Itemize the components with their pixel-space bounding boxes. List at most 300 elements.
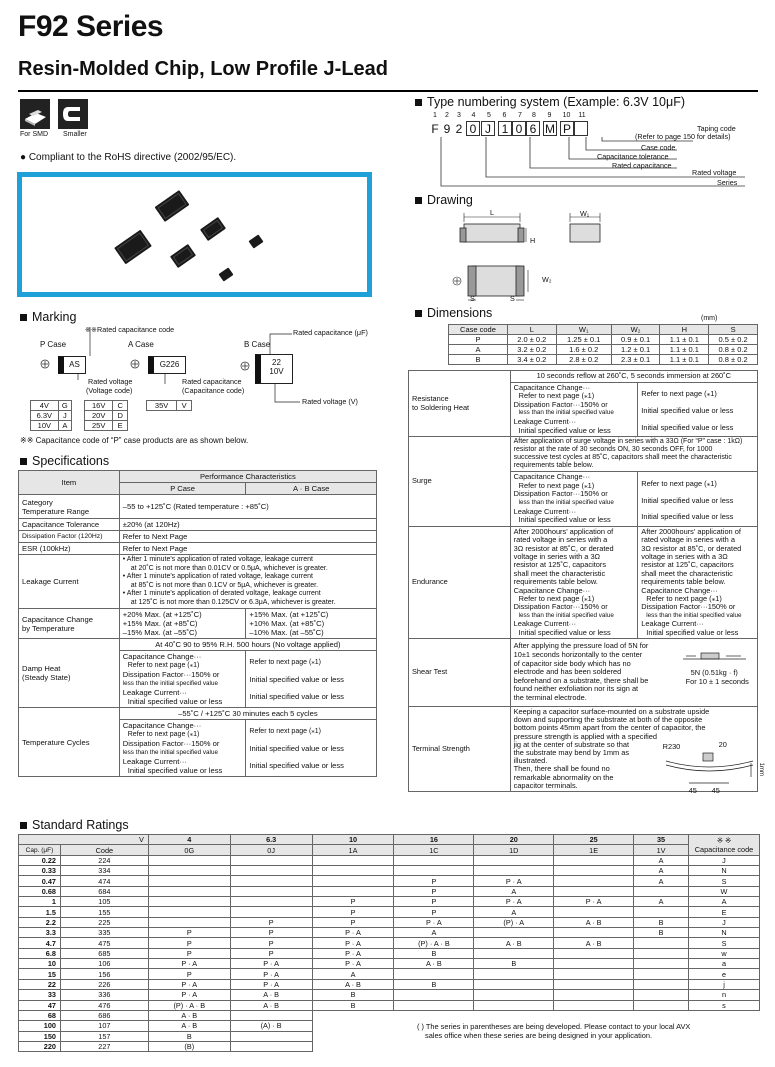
- ratings-cell: W: [689, 886, 760, 896]
- perf-line: capacitor terminals.: [513, 780, 578, 790]
- dim-cell: 0.8 ± 0.2: [709, 345, 758, 355]
- marking-title: Marking: [32, 310, 77, 324]
- label-cap-tolerance: Capacitance tolerance: [597, 152, 669, 161]
- chip-image: [219, 267, 234, 281]
- p-case-label: P Case: [40, 340, 67, 349]
- ratings-cell: n: [689, 990, 760, 1000]
- vcode-cell: 35V: [147, 401, 177, 411]
- specifications-title: Specifications: [32, 454, 110, 468]
- type-char: P: [560, 121, 574, 136]
- product-photo: [17, 172, 372, 297]
- spec-header-perf: Performance Characteristics: [119, 471, 376, 483]
- perf-line: resistor at 125˚C, capacitors: [513, 560, 607, 570]
- type-lines: [425, 137, 765, 189]
- dimensions-table: [448, 324, 758, 365]
- dim-cell: 1.1 ± 0.1: [660, 335, 709, 345]
- spec-line: Leakage Current···: [122, 688, 187, 697]
- label-rated-cap: Rated capacitance: [612, 161, 672, 170]
- table-row: [19, 866, 760, 876]
- ratings-cap-cell: 33: [19, 990, 61, 1000]
- chip-image: [249, 234, 264, 248]
- ratings-cap-cell: 100: [19, 1021, 61, 1031]
- chip-image: [114, 230, 152, 265]
- spec-item-df: Dissipation Factor (120Hz): [19, 531, 120, 543]
- ratings-cell: P · A: [148, 990, 230, 1000]
- ratings-cell: [554, 866, 634, 876]
- perf-rs-ab: [638, 382, 758, 437]
- dim-header: Case code: [449, 325, 508, 335]
- ratings-cell: [230, 1010, 312, 1020]
- dim-cell: 3.4 ± 0.2: [507, 355, 556, 365]
- ratings-cell: (P) · A: [474, 917, 554, 927]
- perf-line: electrode and has been soldered: [513, 667, 622, 677]
- ratings-code-cell: 224: [60, 855, 148, 865]
- perf-line: less than the initial specified value: [518, 409, 614, 417]
- ratings-vcode: 1A: [312, 845, 394, 855]
- ratings-cell: [230, 886, 312, 896]
- perf-rs-p: [510, 382, 638, 437]
- ratings-cell: J: [689, 917, 760, 927]
- spec-line: Refer to next page (⁎1): [127, 731, 200, 738]
- table-row: [19, 886, 760, 896]
- perf-line: Refer to next page (⁎1): [641, 389, 717, 399]
- ratings-cell: A: [634, 897, 689, 907]
- vcode-cell: G: [58, 401, 71, 411]
- table-row: [19, 969, 760, 979]
- spec-value: –55 to +125˚C (Rated temperature : +85˚C): [119, 495, 376, 519]
- a-case-label: A Case: [128, 340, 154, 349]
- spec-item-damp-heat: [19, 639, 120, 708]
- perf-line: the substrate may bend by 1mm as: [513, 748, 630, 758]
- perf-line: rated voltage in series with a: [641, 535, 735, 545]
- ratings-cell: e: [689, 969, 760, 979]
- perf-line: Leakage Current···: [641, 619, 704, 629]
- spec-line: less than the initial specified value: [122, 680, 218, 687]
- spec-line: Initial specified value or less: [249, 743, 344, 753]
- perf-item-surge: Surge: [409, 437, 511, 527]
- spec-item-category: [19, 495, 120, 519]
- ratings-cell: A: [634, 876, 689, 886]
- ratings-code-cell: 334: [60, 866, 148, 876]
- perf-line: down and supporting the substrate at both of the opposite: [513, 715, 703, 725]
- ratings-cell: (B): [148, 1041, 230, 1051]
- ratings-cell: [474, 1000, 554, 1010]
- perf-line: successive test cycles at 85˚C, capacitors shall meet the characteristic: [513, 454, 732, 462]
- ratings-cap-cell: 0.47: [19, 876, 61, 886]
- digit: 3: [457, 112, 461, 119]
- perf-line: 10±1 seconds horizontally to the center: [513, 650, 643, 660]
- specifications-heading: [20, 454, 109, 468]
- ratings-cell: A: [474, 907, 554, 917]
- ratings-cc-label: Capacitance code: [694, 844, 754, 854]
- perf-line: beforehand on a substrate, there shall be: [513, 675, 649, 685]
- digit: 8: [532, 112, 536, 119]
- dimensions-heading: [415, 306, 492, 320]
- perf-line: less than the initial specified value: [518, 498, 614, 506]
- ratings-cell: P: [312, 907, 394, 917]
- ratings-cell: P · A: [148, 979, 230, 989]
- ratings-cell: [474, 855, 554, 865]
- ratings-cell: [634, 938, 689, 948]
- spec-line: • After 1 minute's application of rated voltage, leakage current: [122, 556, 313, 563]
- spec-dh-ab: [246, 651, 377, 708]
- ratings-cell: P · A: [230, 959, 312, 969]
- ratings-cell: [634, 948, 689, 958]
- ratings-cell: [148, 866, 230, 876]
- vcode-cell: V: [177, 401, 192, 411]
- ratings-cell: [634, 959, 689, 969]
- rated-voltage-v-label: Rated voltage (V): [302, 397, 358, 406]
- spec-line: Refer to next page (⁎1): [127, 662, 200, 669]
- voltage-code-table-1: [30, 400, 72, 431]
- ratings-cell: S: [689, 876, 760, 886]
- dim-header: H: [660, 325, 709, 335]
- terminal-fig-label: R230: [662, 742, 681, 751]
- table-row: [19, 855, 760, 865]
- type-char: 0: [466, 121, 480, 136]
- spec-line: –15% Max. (at –55˚C): [122, 628, 198, 637]
- perf-shear-value: [510, 639, 757, 707]
- ratings-cell: [474, 948, 554, 958]
- type-char: 0: [512, 121, 526, 136]
- perf-line: Refer to next page (⁎1): [518, 391, 595, 401]
- label-taping-code: Taping code: [697, 124, 736, 133]
- ratings-cell: [554, 876, 634, 886]
- dim-cell: 2.3 ± 0.1: [611, 355, 660, 365]
- marking-lines: [30, 322, 330, 412]
- perf-line: After applying the pressure load of 5N for: [513, 641, 649, 651]
- spec-line: at 85˚C is not more than 0.1CV or 5μA, whichever is greater.: [130, 581, 319, 589]
- perf-line: bottom points 45mm apart from the center of capacitor, the: [513, 723, 706, 733]
- spec-cc-p: [119, 609, 246, 639]
- spec-line: • After 1 minute's application of derated voltage, leakage current: [122, 590, 321, 597]
- ratings-cell: [394, 990, 474, 1000]
- spec-value: ±20% (at 120Hz): [119, 519, 376, 531]
- shear-fig-label: 5N (0.51kg · f): [690, 668, 738, 677]
- ratings-cell: A · B: [394, 959, 474, 969]
- spec-label: Temperature Range: [22, 506, 90, 516]
- terminal-fig-label: 1mm: [757, 762, 764, 776]
- perf-line: pressure strength is applied with a specified: [513, 731, 657, 741]
- ratings-cell: [394, 1000, 474, 1010]
- ratings-empty-cell: [312, 1041, 759, 1051]
- dim-cell: 1.6 ± 0.2: [556, 345, 611, 355]
- spec-line: • After 1 minute's application of rated voltage, leakage current: [122, 573, 313, 580]
- smd-icon: [20, 99, 50, 129]
- dim-cell: 2.8 ± 0.2: [556, 355, 611, 365]
- dim-cell: P: [449, 335, 508, 345]
- rated-cap-uf-label: Rated capacitance (μF): [293, 328, 368, 337]
- ratings-cell: [554, 990, 634, 1000]
- ratings-cell: E: [689, 907, 760, 917]
- chip-image: [155, 190, 190, 222]
- spec-line: less than the initial specified value: [122, 749, 218, 756]
- ratings-table: [18, 834, 760, 1052]
- dim-header: W₂: [611, 325, 660, 335]
- table-row: [19, 990, 760, 1000]
- type-char: M: [545, 122, 555, 136]
- rohs-statement: ● Compliant to the RoHS directive (2002/95/EC).: [20, 152, 237, 163]
- ratings-cell: [312, 855, 394, 865]
- ratings-cell: [554, 979, 634, 989]
- table-row: [19, 1010, 760, 1020]
- dim-cell: 1.1 ± 0.1: [660, 345, 709, 355]
- ratings-cell: P: [312, 897, 394, 907]
- spec-line: Capacitance Change···: [122, 652, 202, 661]
- ratings-code-cell: 227: [60, 1041, 148, 1051]
- ratings-cell: [230, 855, 312, 865]
- spec-item-temp-cycles: Temperature Cycles: [19, 708, 120, 777]
- ratings-code-cell: 335: [60, 928, 148, 938]
- ratings-title: Standard Ratings: [32, 818, 129, 832]
- ratings-cell: A · B: [312, 979, 394, 989]
- smaller-icon: [58, 99, 88, 129]
- ratings-voltage: 4: [148, 835, 230, 845]
- spec-line: +15% Max. (at +85˚C): [122, 619, 198, 628]
- label-rated-voltage: Rated voltage: [692, 168, 737, 177]
- perf-line: Capacitance Change···: [513, 585, 591, 595]
- ratings-vcode: 1E: [554, 845, 634, 855]
- ratings-cell: P: [230, 938, 312, 948]
- ratings-cap-label: Cap. (μF): [19, 845, 61, 855]
- ratings-cell: [554, 886, 634, 896]
- table-row: [19, 1041, 760, 1051]
- perf-line: Refer to next page (⁎1): [518, 480, 595, 490]
- ratings-cell: P · A: [230, 979, 312, 989]
- perf-line: Initial specified value or less: [518, 425, 611, 435]
- dim-cell: 0.8 ± 0.2: [709, 355, 758, 365]
- dimensions-unit: (mm): [701, 315, 718, 322]
- perf-line: Initial specified value or less: [641, 512, 734, 522]
- digit: 10: [562, 112, 571, 119]
- ratings-cc-label: ※ ※: [716, 835, 732, 845]
- perf-label: to Soldering Heat: [412, 402, 470, 412]
- perf-line: Initial specified value or less: [518, 627, 611, 637]
- perf-line: shall meet the characteristic: [641, 568, 733, 578]
- dim-cell: 1.1 ± 0.1: [660, 355, 709, 365]
- ratings-code-cell: 226: [60, 979, 148, 989]
- perf-line: Initial specified value or less: [641, 406, 734, 416]
- voltage-code-table-3: [146, 400, 192, 411]
- ratings-cell: N: [689, 928, 760, 938]
- spec-line: Refer to next page (⁎1): [249, 727, 321, 735]
- perf-end-p: [510, 526, 638, 638]
- perf-line: voltage in series with a 3Ω: [641, 551, 728, 561]
- ratings-note-line: sales office when these series are being designed in your application.: [425, 1031, 653, 1040]
- type-char: 1: [498, 121, 512, 136]
- perf-line: Initial specified value or less: [641, 495, 734, 505]
- ratings-cell: B: [634, 917, 689, 927]
- ratings-cell: [230, 1031, 312, 1041]
- ratings-cell: P: [394, 886, 474, 896]
- shear-fig-label: For 10 ± 1 seconds: [685, 677, 749, 686]
- ratings-cell: w: [689, 948, 760, 958]
- ratings-cell: [634, 979, 689, 989]
- digit: 2: [445, 112, 449, 119]
- ratings-code-label: Code: [60, 845, 148, 855]
- ratings-cell: A · B: [554, 917, 634, 927]
- ratings-cell: A · B: [230, 990, 312, 1000]
- vcode-cell: 20V: [85, 411, 113, 421]
- perf-line: rated voltage in series with a: [513, 535, 608, 545]
- ratings-cell: S: [689, 938, 760, 948]
- ratings-cap-cell: 0.33: [19, 866, 61, 876]
- page-subtitle: Resin-Molded Chip, Low Profile J-Lead: [18, 58, 389, 80]
- ratings-cell: [634, 969, 689, 979]
- ratings-vcode: 0J: [230, 845, 312, 855]
- perf-line: Dissipation Factor···150% or: [513, 489, 608, 499]
- ratings-cell: B: [394, 979, 474, 989]
- ratings-voltage: 35: [634, 835, 689, 845]
- perf-surge-p: [510, 472, 638, 527]
- ratings-cell: j: [689, 979, 760, 989]
- spec-line: Refer to next page (⁎1): [249, 658, 321, 666]
- ratings-cell: [148, 897, 230, 907]
- ratings-code-cell: 685: [60, 948, 148, 958]
- ratings-cell: A · B: [554, 938, 634, 948]
- ratings-cell: A · B: [230, 1000, 312, 1010]
- spec-line: Initial specified value or less: [249, 674, 344, 684]
- dim-cell: 0.5 ± 0.2: [709, 335, 758, 345]
- table-row: [19, 876, 760, 886]
- spec-line: at 20˚C is not more than 0.01CV or 0.5μA, whichever is greater.: [130, 564, 328, 572]
- ratings-cell: [554, 948, 634, 958]
- ratings-cell: [230, 897, 312, 907]
- terminal-fig-label: 45: [711, 786, 720, 795]
- ratings-cell: [148, 886, 230, 896]
- ratings-cell: [634, 907, 689, 917]
- chip-image: [200, 217, 226, 241]
- dim-H-label: H: [530, 236, 536, 245]
- ratings-code-cell: 336: [60, 990, 148, 1000]
- ratings-code-cell: 474: [60, 876, 148, 886]
- digit: 6: [502, 112, 507, 119]
- ratings-cell: P · A: [554, 897, 634, 907]
- ratings-cap-cell: 6.8: [19, 948, 61, 958]
- type-char: J: [481, 121, 495, 136]
- perf-line: Dissipation Factor···150% or: [513, 602, 608, 612]
- ratings-note: [417, 1022, 762, 1040]
- ratings-cell: [554, 907, 634, 917]
- digit: 11: [578, 112, 586, 119]
- spec-cc-ab: [246, 609, 377, 639]
- perf-line: less than the initial specified value: [646, 611, 742, 619]
- dim-cell: A: [449, 345, 508, 355]
- ratings-cap-cell: 2.2: [19, 917, 61, 927]
- title-divider: [18, 90, 758, 92]
- ratings-cap-cell: 1: [19, 897, 61, 907]
- ratings-cell: [312, 876, 394, 886]
- dim-L-label: L: [490, 208, 494, 217]
- ratings-cap-cell: 47: [19, 1000, 61, 1010]
- perf-line: requirements table below.: [513, 462, 594, 470]
- ratings-cap-cell: 0.22: [19, 855, 61, 865]
- spec-item-cap-change: [19, 609, 120, 639]
- ratings-cap-cell: 68: [19, 1010, 61, 1020]
- perf-item-resistance: [409, 371, 511, 437]
- label-case-code: Case code: [641, 143, 676, 152]
- ratings-code-cell: 105: [60, 897, 148, 907]
- ratings-vcode: 1V: [634, 845, 689, 855]
- type-numbering-title: Type numbering system (Example: 6.3V 10μF): [427, 95, 686, 109]
- digit: 5: [487, 112, 491, 119]
- spec-line: –10% Max. (at –55˚C): [249, 628, 324, 637]
- dim-header: L: [507, 325, 556, 335]
- type-char: 2: [455, 121, 463, 136]
- perf-surge-ab: [638, 472, 758, 527]
- ratings-cell: [634, 886, 689, 896]
- perf-line: resistor at the rate of 30 seconds ON, 30 seconds OFF, for 1000: [513, 446, 713, 454]
- vcode-cell: 10V: [31, 421, 59, 431]
- ratings-cell: P · A: [312, 928, 394, 938]
- ratings-code-cell: 475: [60, 938, 148, 948]
- ratings-cell: B: [312, 990, 394, 1000]
- digit: 4: [471, 112, 476, 119]
- spec-line: Capacitance Change···: [122, 721, 202, 730]
- ratings-v-label: V: [19, 835, 149, 845]
- table-row: [19, 959, 760, 969]
- perf-end-ab: [638, 526, 758, 638]
- perf-line: After 2000hours' application of: [641, 526, 741, 536]
- spec-label: Category: [22, 497, 53, 507]
- ratings-cell: B: [394, 948, 474, 958]
- ratings-code-cell: 476: [60, 1000, 148, 1010]
- perf-line: Refer to next page (⁎1): [646, 593, 722, 603]
- spec-item-esr: ESR (100kHz): [19, 543, 120, 555]
- table-row: [19, 907, 760, 917]
- perf-line: Initial specified value or less: [646, 627, 739, 637]
- spec-line: Initial specified value or less: [249, 691, 344, 701]
- table-row: [19, 948, 760, 958]
- terminal-fig-label: 45: [688, 786, 697, 795]
- spec-label: Damp Heat: [22, 664, 61, 673]
- ratings-cell: B: [634, 928, 689, 938]
- ratings-cell: [474, 866, 554, 876]
- perf-line: Dissipation Factor···150% or: [641, 602, 736, 612]
- spec-header-p: P Case: [119, 483, 246, 495]
- b-mark-line1: 22: [272, 358, 281, 367]
- digit: 7: [518, 112, 522, 119]
- spec-label: (Steady State): [22, 673, 71, 682]
- ratings-cell: [394, 855, 474, 865]
- a-case-mark: G226: [148, 356, 186, 374]
- perf-line: Leakage Current···: [513, 416, 577, 426]
- ratings-cell: P: [394, 907, 474, 917]
- perf-line: 3Ω resistor at 85˚C, or derated: [641, 543, 742, 553]
- perf-line: voltage in series with a 3Ω: [513, 551, 601, 561]
- dim-cell: 1.25 ± 0.1: [556, 335, 611, 345]
- perf-line: After application of surge voltage in series with a 33Ω (For “P” case : 1kΩ): [513, 438, 743, 446]
- perf-line: Then, there shall be found no: [513, 764, 610, 774]
- perf-line: After 2000hours' application of: [513, 526, 614, 536]
- shear-figure: [681, 647, 751, 667]
- cap-code-label: (Capacitance code): [182, 386, 245, 395]
- performance-table: [408, 370, 764, 795]
- dim-cell: 3.2 ± 0.2: [507, 345, 556, 355]
- ratings-cell: [554, 969, 634, 979]
- ratings-cell: [394, 866, 474, 876]
- ratings-cap-cell: 150: [19, 1031, 61, 1041]
- ratings-cell: [554, 959, 634, 969]
- perf-line: Leakage Current···: [513, 619, 577, 629]
- ratings-note-line: ( ) The series in parentheses are being developed. Please contact to your local AVX: [417, 1022, 691, 1031]
- ratings-cell: A · B: [148, 1010, 230, 1020]
- spec-value: Refer to Next Page: [119, 531, 376, 543]
- ratings-code-cell: 156: [60, 969, 148, 979]
- perf-surge-cond: [510, 437, 757, 472]
- perf-item-terminal: Terminal Strength: [409, 707, 511, 792]
- spec-line: Dissipation Factor···150% or: [122, 670, 220, 679]
